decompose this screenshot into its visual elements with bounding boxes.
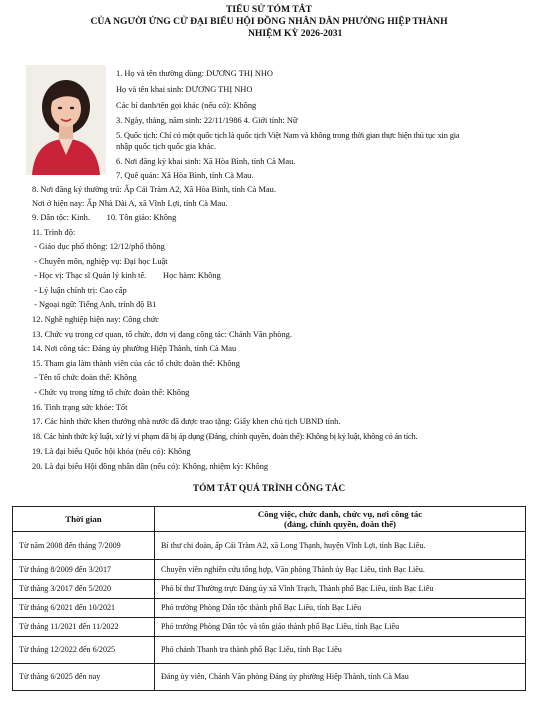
- table-row: [13, 599, 526, 618]
- career-time-cell: Từ tháng 12/2022 đến 6/2025: [13, 637, 155, 664]
- career-section-title: TÓM TẮT QUÁ TRÌNH CÔNG TÁC: [192, 484, 346, 494]
- profile-line-ethnicity-religion: 9. Dân tộc: Kinh. 10. Tôn giáo: Không: [32, 213, 177, 222]
- profile-line-degree: - Học vị: Thạc sĩ Quản lý kinh tế. Học hàm: Không: [32, 271, 221, 280]
- profile-line-dob-gender: 3. Ngày, tháng, năm sinh: 22/11/1986 4. Giới tính: Nữ: [116, 116, 298, 125]
- document-subtitle: CỦA NGƯỜI ỨNG CỬ ĐẠI BIỂU HỘI ĐỒNG NHÂN DÂN PHƯỜNG HIỆP THÀNH: [90, 16, 448, 27]
- profile-line-occupation: 12. Nghề nghiệp hiện nay: Công chức: [32, 315, 160, 324]
- career-header-time: Thời gian: [13, 507, 155, 532]
- table-row: [13, 560, 526, 580]
- profile-line-current-address: Nơi ở hiện nay: Ấp Nhà Dài A, xã Vĩnh Lợi, tỉnh Cà Mau.: [32, 199, 228, 208]
- career-table-header: [13, 507, 526, 532]
- profile-line-awards: 17. Các hình thức khen thưởng nhà nước đã được trao tặng: Giấy khen chủ tịch UBND tỉnh.: [32, 417, 341, 426]
- profile-line-aliases: Các bí danh/tên gọi khác (nếu có): Không: [116, 101, 257, 110]
- profile-line-residence: 8. Nơi đăng ký thường trú: Ấp Cái Tràm A2, Xã Hòa Bình, tỉnh Cà Mau.: [32, 185, 276, 194]
- profile-line-nationality-cont: nhập quốc tịch quốc gia khác.: [116, 142, 217, 151]
- term-label: NHIỆM KỲ 2026-2031: [248, 28, 343, 39]
- table-row: [13, 618, 526, 637]
- career-desc-cell: Phó chánh Thanh tra thành phố Bạc Liêu, tỉnh Bạc Liêu: [155, 637, 526, 664]
- table-row: [13, 580, 526, 599]
- profile-line-workplace: 14. Nơi công tác: Đảng ủy phường Hiệp Thành, tỉnh Cà Mau: [32, 344, 237, 353]
- profile-line-birth-name: Họ và tên khai sinh: DƯƠNG THỊ NHO: [116, 85, 253, 94]
- career-time-cell: Từ năm 2008 đến tháng 7/2009: [13, 532, 155, 560]
- document-header: [0, 4, 538, 39]
- career-desc-cell: Phó trưởng Phòng Dân tộc và tôn giáo thành phố Bạc Liêu, tỉnh Bạc Liêu: [155, 618, 526, 637]
- table-row: [13, 637, 526, 664]
- profile-line-foreign-language: - Ngoại ngữ: Tiếng Anh, trình độ B1: [32, 300, 157, 309]
- profile-line-education-header: 11. Trình độ:: [32, 228, 76, 237]
- career-header-description: [155, 507, 526, 532]
- profile-line-organization-name: - Tên tổ chức đoàn thể: Không: [32, 373, 137, 382]
- profile-line-discipline: 18. Các hình thức kỷ luật, xử lý vi phạm đã bị áp dụng (Đảng, chính quyền, đoàn thể): Không bị kỷ luật, không có án tích.: [32, 432, 418, 441]
- career-time-cell: Từ tháng 6/2021 đến 10/2021: [13, 599, 155, 618]
- profile-line-peoples-council: 20. Là đại biểu Hội đồng nhân dân (nếu có): Không, nhiệm kỳ: Không: [32, 462, 269, 471]
- career-time-cell: Từ tháng 3/2017 đến 5/2020: [13, 580, 155, 599]
- career-table: [12, 506, 526, 691]
- table-row: [13, 532, 526, 560]
- profile-line-health: 16. Tình trạng sức khỏe: Tốt: [32, 403, 128, 412]
- career-header-desc-line1: Công việc, chức danh, chức vụ, nơi công tác: [257, 509, 423, 519]
- career-desc-cell: Đảng ủy viên, Chánh Văn phòng Đảng ủy phường Hiệp Thành, tỉnh Cà Mau: [155, 664, 526, 691]
- career-time-cell: Từ tháng 11/2021 đến 11/2022: [13, 618, 155, 637]
- document-title: TIỂU SỬ TÓM TẮT: [226, 4, 312, 15]
- profile-line-position: 13. Chức vụ trong cơ quan, tổ chức, đơn vị đang công tác: Chánh Văn phòng.: [32, 330, 292, 339]
- career-time-cell: Từ tháng 6/2025 đến nay: [13, 664, 155, 691]
- profile-line-political-theory: - Lý luận chính trị: Cao cấp: [32, 286, 127, 295]
- profile-line-hometown: 7. Quê quán: Xã Hòa Bình, tỉnh Cà Mau.: [116, 171, 254, 180]
- career-desc-cell: Chuyên viên nghiên cứu tổng hợp, Văn phòng Thành ủy Bạc Liêu, tỉnh Bạc Liêu.: [155, 560, 526, 580]
- profile-line-organizations: 15. Tham gia làm thành viên của các tổ chức đoàn thể: Không: [32, 359, 240, 368]
- profile-line-national-assembly: 19. Là đại biểu Quốc hội khóa (nếu có): Không: [32, 447, 191, 456]
- career-desc-cell: Phó trưởng Phòng Dân tộc thành phố Bạc Liêu, tỉnh Bạc Liêu: [155, 599, 526, 618]
- profile-line-organization-role: - Chức vụ trong từng tổ chức đoàn thể: Không: [32, 388, 190, 397]
- career-header-desc-line2: (đảng, chính quyền, đoàn thể): [284, 519, 396, 529]
- profile-line-birth-place: 6. Nơi đăng ký khai sinh: Xã Hòa Bình, tỉnh Cà Mau.: [116, 157, 296, 166]
- profile-line-general-education: - Giáo dục phổ thông: 12/12/phổ thông: [32, 242, 165, 251]
- career-time-cell: Từ tháng 8/2009 đến 3/2017: [13, 560, 155, 580]
- profile-line-nationality: 5. Quốc tịch: Chỉ có một quốc tịch là quốc tịch Việt Nam và không trong thời gian thực hiện thủ tục xin gia: [116, 131, 460, 140]
- candidate-portrait-photo: [26, 65, 106, 175]
- career-desc-cell: Bí thư chi đoàn, ấp Cái Tràm A2, xã Long Thạnh, huyện Vĩnh Lợi, tỉnh Bạc Liêu.: [155, 532, 526, 560]
- profile-line-common-name: 1. Họ và tên thường dùng: DƯƠNG THỊ NHO: [116, 69, 273, 78]
- career-desc-cell: Phó bí thư Thường trực Đảng ủy xã Vĩnh Trạch, Thành phố Bạc Liêu, tỉnh Bạc Liêu: [155, 580, 526, 599]
- table-row: [13, 664, 526, 691]
- profile-line-specialty: - Chuyên môn, nghiệp vụ: Đại học Luật: [32, 257, 168, 266]
